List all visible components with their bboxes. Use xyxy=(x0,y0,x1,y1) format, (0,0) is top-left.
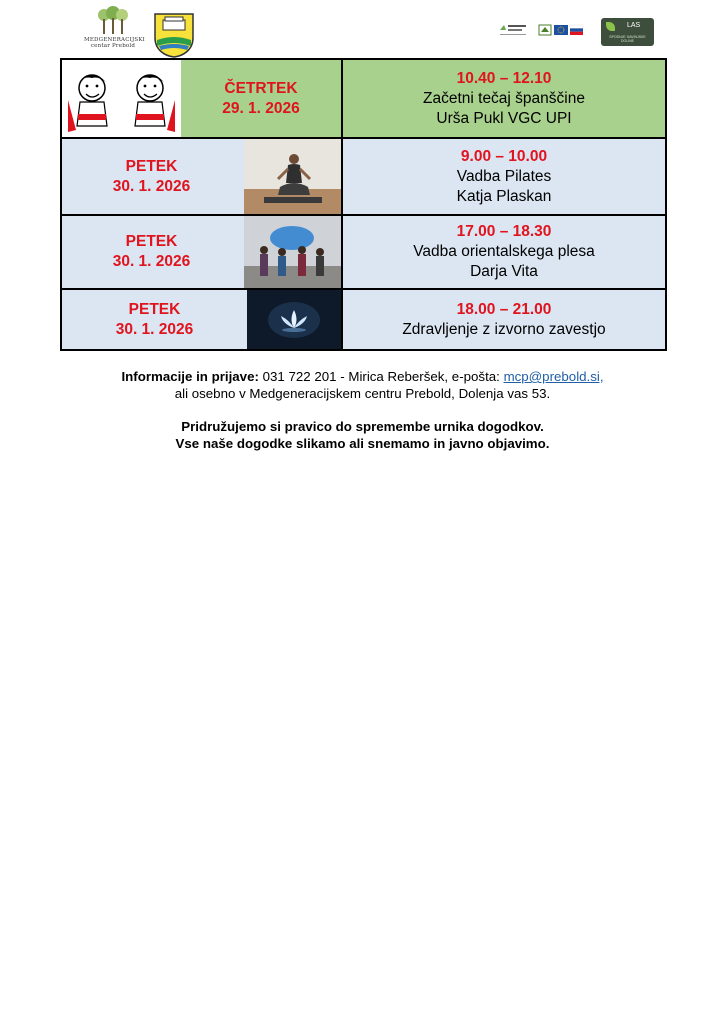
contact-text: 031 722 201 - Mirica Reberšek, e-pošta: xyxy=(258,369,504,384)
day-label-block xyxy=(62,300,247,340)
coat-of-arms-icon xyxy=(153,12,195,58)
lotus-image xyxy=(247,290,341,349)
schedule-table xyxy=(60,58,667,351)
day-name: PETEK xyxy=(125,233,178,250)
event-cell xyxy=(342,289,666,350)
event-host: Darja Vita xyxy=(470,263,538,280)
day-cell xyxy=(61,138,342,215)
day-date: 30. 1. 2026 xyxy=(112,253,191,270)
event-time: 9.00 – 10.00 xyxy=(460,147,548,165)
mcp-logo xyxy=(84,6,146,52)
contact-info xyxy=(60,368,665,402)
day-name: PETEK xyxy=(125,157,178,175)
trees-icon xyxy=(96,6,130,36)
spanish-matadors-image xyxy=(62,60,181,137)
day-name: ČETRTEK xyxy=(224,79,298,97)
day-date: 30. 1. 2026 xyxy=(112,177,191,195)
notice-line-2: Vse naše dogodke slikamo ali snemamo in javno objavimo. xyxy=(175,436,550,451)
event-time: 10.40 – 12.10 xyxy=(456,69,552,87)
pilates-image xyxy=(244,139,341,214)
contact-label: Informacije in prijave: xyxy=(121,369,259,384)
day-label-block xyxy=(181,79,341,119)
page-header xyxy=(0,0,724,60)
event-time: 17.00 – 18.30 xyxy=(456,223,552,240)
notice-line-1: Pridružujemo si pravico do spremembe urnika dogodkov. xyxy=(181,419,544,434)
notice-block xyxy=(60,418,665,452)
leaf-icon xyxy=(606,22,615,31)
table-row xyxy=(61,59,666,138)
oriental-dance-image xyxy=(244,216,341,288)
event-host: Katja Plaskan xyxy=(456,187,552,205)
event-title: Začetni tečaj španščine xyxy=(423,89,585,107)
day-cell xyxy=(61,59,342,138)
event-title: Vadba Pilates xyxy=(456,167,552,185)
event-cell xyxy=(342,59,666,138)
day-date: 30. 1. 2026 xyxy=(115,320,194,338)
day-date: 29. 1. 2026 xyxy=(222,99,300,117)
eu-funding-logos xyxy=(498,22,584,40)
las-logo-text: LAS xyxy=(627,22,641,29)
email-link[interactable]: mcp@prebold.si, xyxy=(503,369,604,384)
las-logo xyxy=(601,18,654,46)
event-time: 18.00 – 21.00 xyxy=(456,300,552,318)
day-label-block xyxy=(62,232,241,272)
day-cell xyxy=(61,289,342,350)
contact-line-2: ali osebno v Medgeneracijskem centru Prebold, Dolenja vas 53. xyxy=(174,386,551,401)
mcp-logo-text: MEDGENERACIJSKI centar Prebold xyxy=(84,37,146,49)
event-cell xyxy=(342,138,666,215)
event-title: Vadba orientalskega plesa xyxy=(413,243,595,260)
table-row xyxy=(61,215,666,289)
day-name: PETEK xyxy=(128,300,181,318)
day-label-block xyxy=(62,157,241,197)
day-cell xyxy=(61,215,342,289)
contact-line-1 xyxy=(60,368,665,385)
event-title: Zdravljenje z izvorno zavestjo xyxy=(402,320,606,338)
table-row xyxy=(61,289,666,350)
table-row xyxy=(61,138,666,215)
las-logo-subtext: SPODNJE SAVINJSKE DOLINE xyxy=(609,35,646,43)
event-host: Urša Pukl VGC UPI xyxy=(436,109,572,127)
event-cell xyxy=(342,215,666,289)
